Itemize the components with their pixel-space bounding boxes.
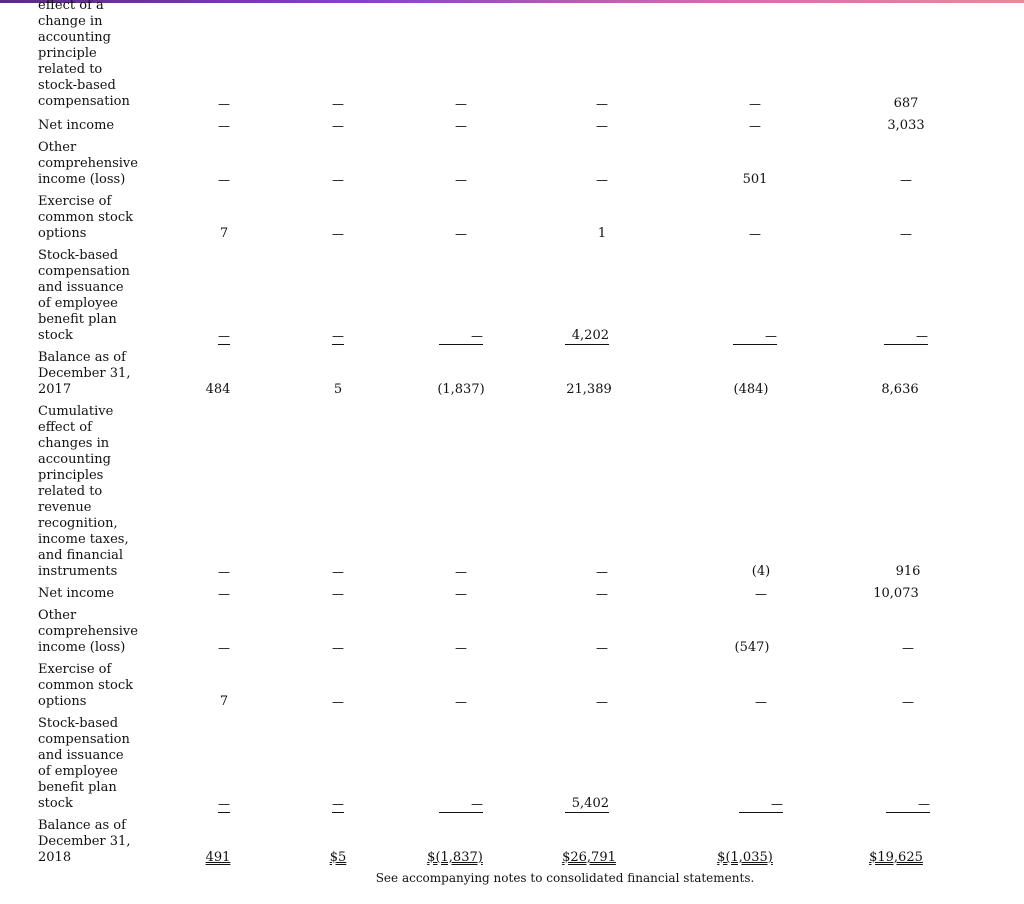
table-cell: 7: [219, 694, 229, 709]
table-cell: —: [902, 695, 914, 709]
table-cell: 916: [895, 564, 921, 579]
table-cell: 5: [333, 382, 343, 397]
table-cell: —: [455, 227, 467, 241]
row-label: Other comprehensive income (loss): [38, 140, 138, 187]
row-label: Exercise of common stock options: [38, 194, 133, 241]
table-cell: —: [332, 119, 344, 133]
table-cell: —: [218, 565, 230, 579]
table-cell: —: [218, 97, 230, 111]
row-label: Balance as of December 31, 2018: [38, 818, 131, 865]
footnote: See accompanying notes to consolidated financial statements.: [375, 871, 755, 885]
table-cell: (484): [733, 382, 769, 397]
table-cell: 10,073: [873, 586, 919, 601]
table-cell: —: [455, 587, 467, 601]
table-cell: —: [900, 227, 912, 241]
row-label: Net income: [38, 586, 115, 601]
table-cell: 1: [597, 226, 607, 241]
table-cell: —: [218, 641, 230, 655]
table-cell: 3,033: [887, 118, 925, 133]
table-cell: —: [902, 641, 914, 655]
table-cell: 484: [205, 382, 231, 397]
table-cell: —: [739, 796, 783, 813]
table-cell: —: [455, 641, 467, 655]
table-cell: —: [886, 796, 930, 813]
table-cell: —: [755, 587, 767, 601]
table-cell: —: [332, 565, 344, 579]
table-cell: —: [455, 173, 467, 187]
row-label: Balance as of December 31, 2017: [38, 350, 131, 397]
table-cell: —: [218, 587, 230, 601]
table-cell: —: [455, 119, 467, 133]
table-cell: 5,402: [565, 796, 609, 813]
table-cell: $5: [329, 850, 347, 865]
table-cell: $19,625: [869, 850, 923, 865]
row-label: Other comprehensive income (loss): [38, 608, 138, 655]
row-label: Stock-based compensation and issuance of employee benefit plan stock: [38, 248, 130, 343]
table-cell: —: [332, 97, 344, 111]
table-cell: 21,389: [566, 382, 612, 397]
table-cell: —: [218, 329, 230, 343]
table-cell: 687: [893, 96, 919, 111]
table-cell: —: [884, 328, 928, 345]
table-cell: —: [332, 227, 344, 241]
table-cell: $(1,035): [717, 850, 773, 865]
table-cell: —: [596, 119, 608, 133]
table-cell: (1,837): [437, 382, 485, 397]
table-cell: —: [455, 695, 467, 709]
table-cell: —: [218, 173, 230, 187]
table-cell: —: [332, 641, 344, 655]
table-cell: —: [596, 565, 608, 579]
table-cell: —: [596, 173, 608, 187]
table-cell: (547): [734, 640, 770, 655]
table-cell: —: [733, 328, 777, 345]
table-cell: 8,636: [881, 382, 919, 397]
table-cell: —: [332, 173, 344, 187]
table-cell: —: [332, 797, 344, 811]
table-cell: —: [332, 587, 344, 601]
table-cell: —: [749, 227, 761, 241]
table-cell: —: [596, 641, 608, 655]
table-cell: —: [332, 695, 344, 709]
table-cell: (4): [751, 564, 771, 579]
row-label: Net income: [38, 118, 115, 133]
table-cell: —: [218, 119, 230, 133]
table-cell: —: [749, 119, 761, 133]
table-cell: —: [749, 97, 761, 111]
table-cell: —: [439, 796, 483, 813]
table-cell: —: [755, 695, 767, 709]
table-cell: 501: [742, 172, 768, 187]
table-cell: —: [596, 587, 608, 601]
table-cell: $26,791: [562, 850, 616, 865]
table-cell: $(1,837): [427, 850, 483, 865]
table-cell: 4,202: [565, 328, 609, 345]
table-cell: —: [439, 328, 483, 345]
table-cell: 7: [219, 226, 229, 241]
table-cell: —: [596, 97, 608, 111]
row-label: Cumulative effect of changes in accounting principles related to revenue recognition, income taxes, and financial instruments: [38, 404, 129, 579]
table-cell: 491: [205, 850, 231, 865]
row-label: Stock-based compensation and issuance of employee benefit plan stock: [38, 716, 130, 811]
row-label: Exercise of common stock options: [38, 662, 133, 709]
table-cell: —: [332, 329, 344, 343]
table-cell: —: [455, 97, 467, 111]
table-cell: —: [900, 173, 912, 187]
top-accent-bar: [0, 0, 1024, 3]
row-label: effect of a change in accounting principle related to stock-based compensation: [38, 0, 130, 109]
table-cell: —: [596, 695, 608, 709]
table-cell: —: [218, 797, 230, 811]
table-cell: —: [455, 565, 467, 579]
